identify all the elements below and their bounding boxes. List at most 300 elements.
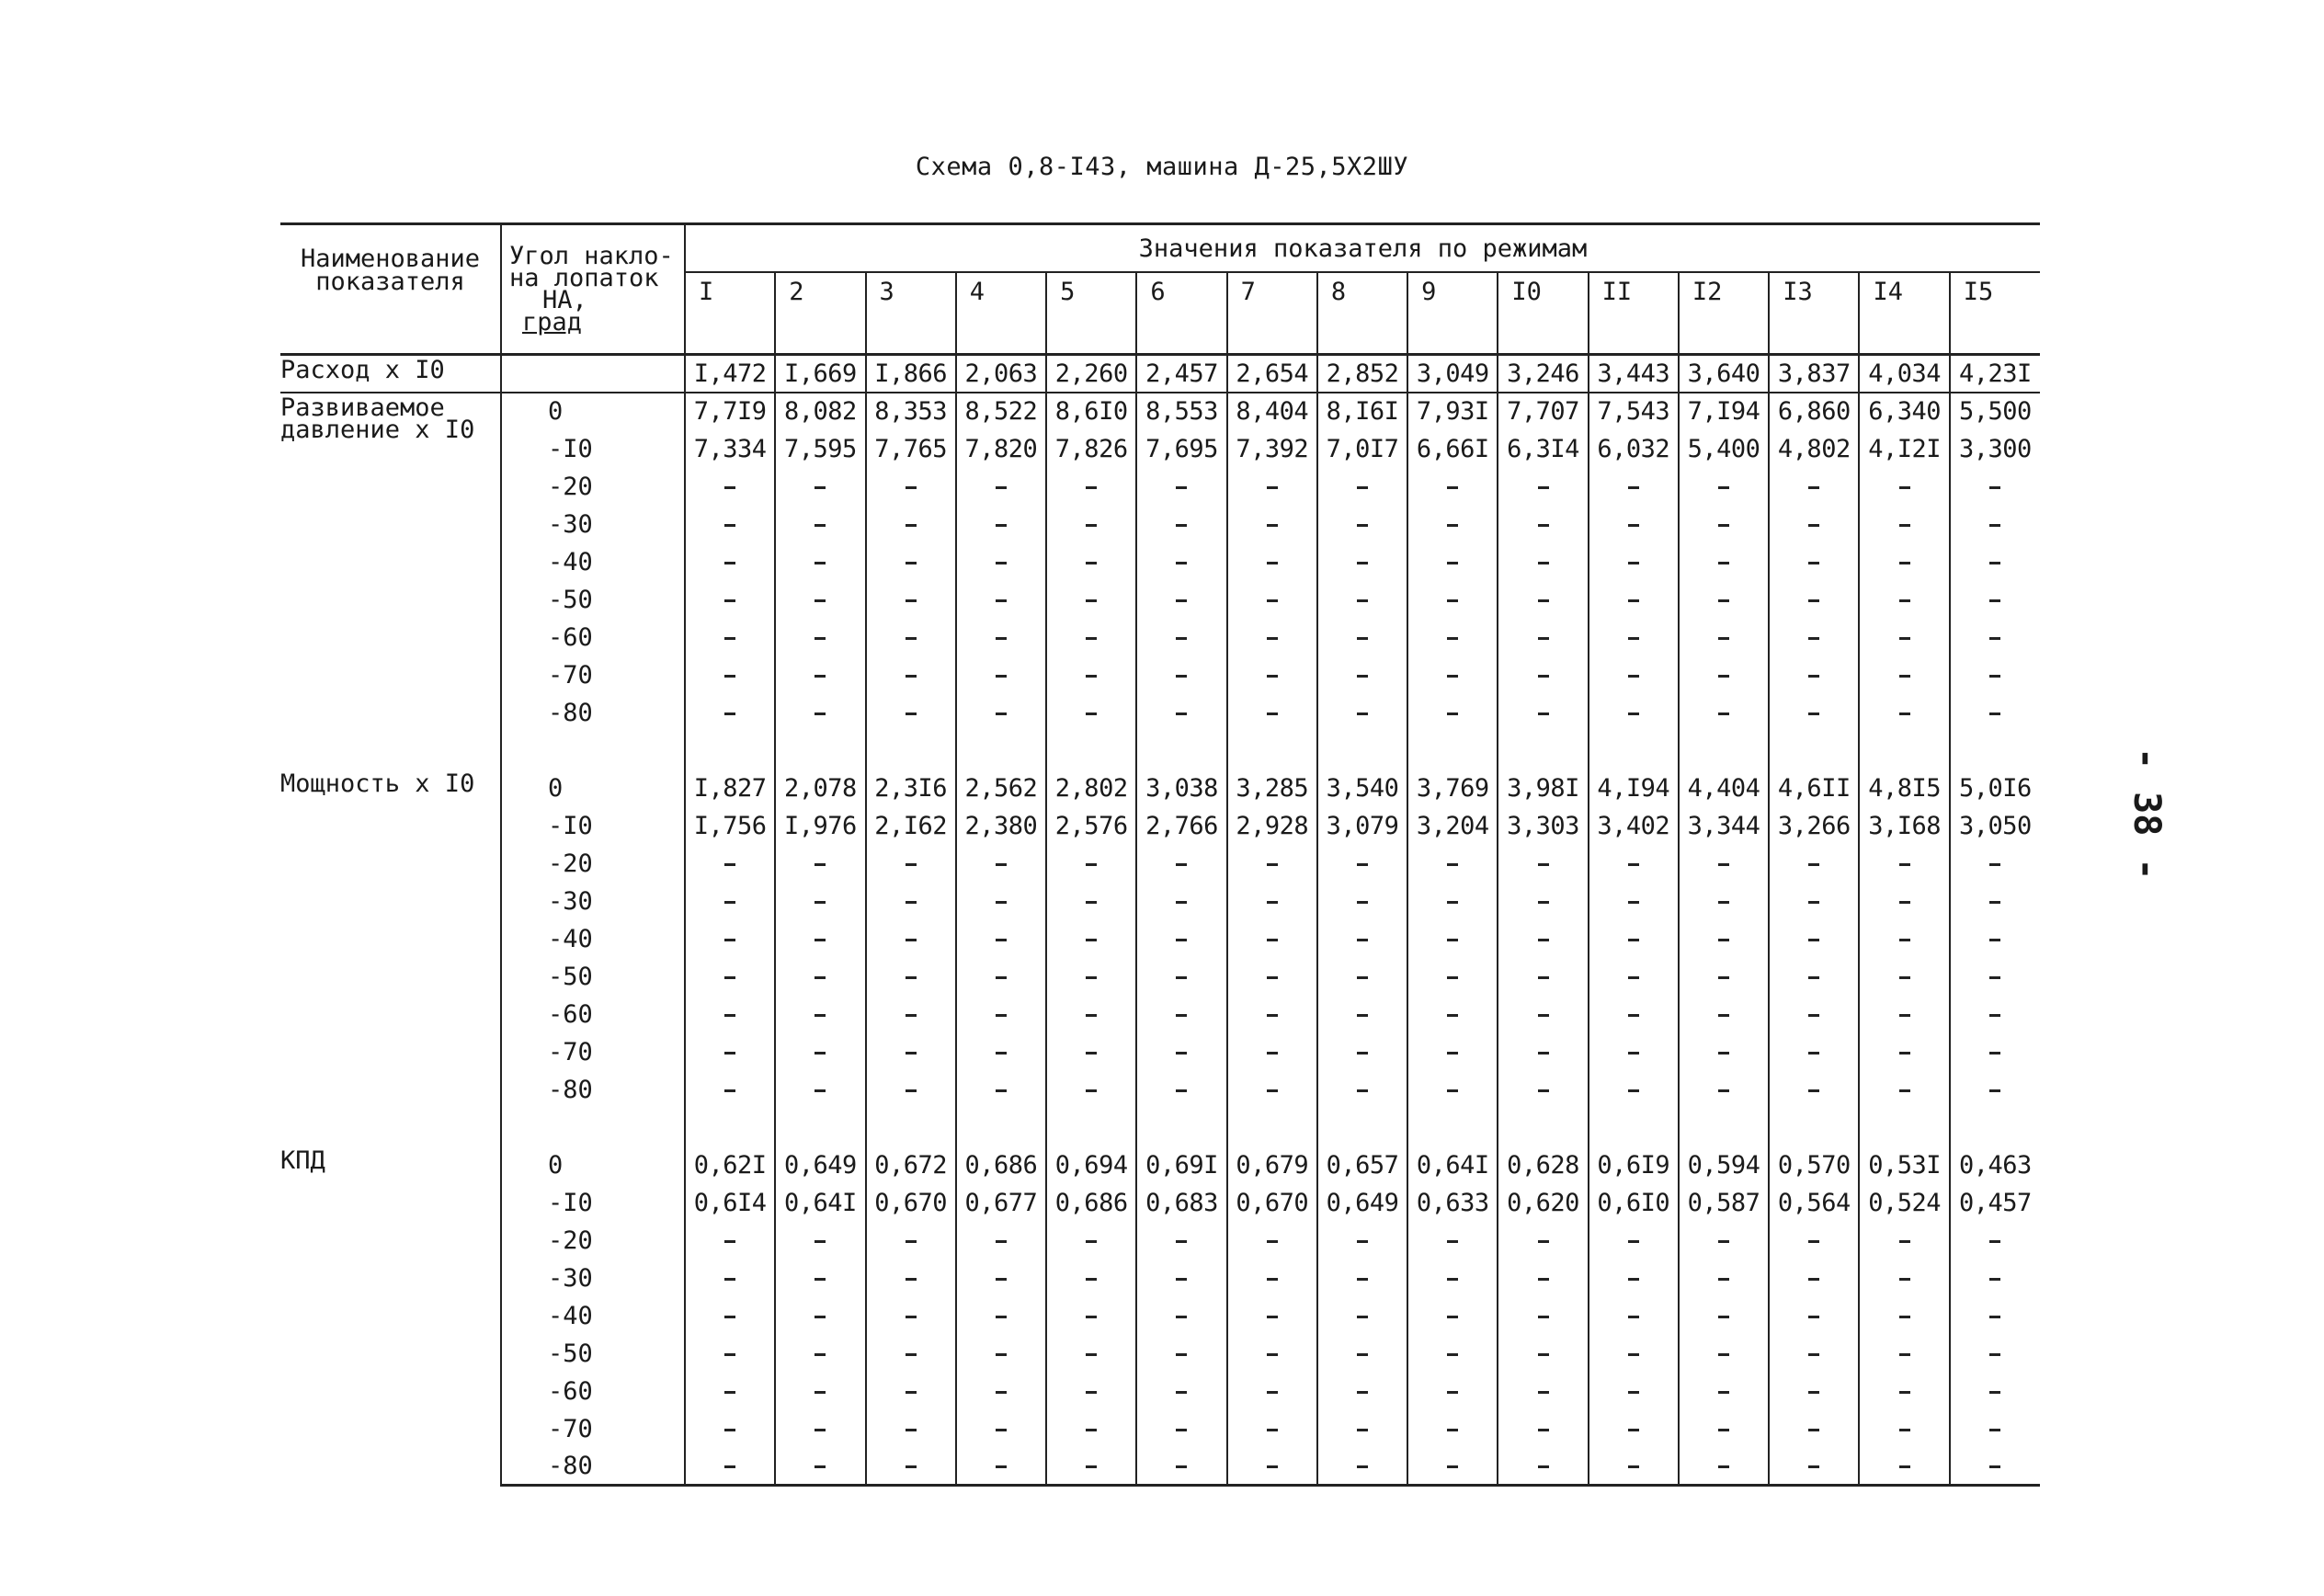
angle-cell: 0: [501, 1146, 685, 1184]
table-row: [280, 958, 2040, 996]
table-row: [280, 656, 2040, 694]
empty-cell: [1227, 845, 1317, 883]
dash-mark: [1989, 1429, 2000, 1431]
dash-mark: [1357, 1391, 1368, 1394]
empty-cell: [1589, 1335, 1679, 1373]
dash-mark: [1357, 675, 1368, 678]
empty-cell: [775, 1410, 865, 1448]
dash-mark: [1628, 524, 1639, 527]
dash-mark: [1989, 599, 2000, 602]
value-cell: 0,649: [775, 1146, 865, 1184]
dash-mark: [1357, 939, 1368, 941]
dash-mark: [906, 1278, 917, 1281]
angle-cell: -60: [501, 996, 685, 1033]
value-cell: 0,62I: [685, 1146, 775, 1184]
value-cell: 4,802: [1769, 430, 1859, 468]
value-cell: 4,6II: [1769, 770, 1859, 807]
empty-cell: [1136, 1033, 1226, 1071]
empty-cell: [1950, 581, 2040, 619]
empty-cell: [1498, 1448, 1588, 1486]
empty-cell: [1317, 1071, 1407, 1109]
dash-mark: [1447, 1429, 1458, 1431]
spacer-cell: [956, 1109, 1046, 1146]
spacer-cell: [1227, 1109, 1317, 1146]
dash-mark: [815, 1052, 826, 1054]
empty-cell: [775, 694, 865, 732]
empty-cell: [1317, 656, 1407, 694]
angle-cell: -20: [501, 1222, 685, 1260]
dash-mark: [1267, 901, 1278, 904]
dash-mark: [1447, 486, 1458, 489]
dash-mark: [1086, 1052, 1097, 1054]
empty-cell: [1769, 656, 1859, 694]
value-cell: 0,564: [1769, 1184, 1859, 1222]
dash-mark: [815, 1429, 826, 1431]
empty-cell: [1769, 506, 1859, 543]
empty-cell: [1407, 506, 1498, 543]
value-cell: 4,I2I: [1859, 430, 1949, 468]
value-cell: 2,562: [956, 770, 1046, 807]
spacer-cell: [501, 1109, 685, 1146]
value-cell: 7,826: [1046, 430, 1136, 468]
angle-cell: -50: [501, 1335, 685, 1373]
empty-cell: [1769, 1222, 1859, 1260]
empty-cell: [1859, 1373, 1949, 1410]
dash-mark: [724, 675, 735, 678]
angle-cell: [501, 355, 685, 393]
empty-cell: [956, 1410, 1046, 1448]
dash-mark: [1718, 524, 1729, 527]
empty-cell: [1859, 1410, 1949, 1448]
empty-cell: [1136, 1297, 1226, 1335]
dash-mark: [1357, 1353, 1368, 1356]
dash-mark: [815, 1240, 826, 1243]
dash-mark: [724, 1353, 735, 1356]
table-row: [280, 430, 2040, 468]
dash-mark: [1176, 939, 1187, 941]
empty-cell: [1859, 581, 1949, 619]
dash-mark: [1176, 1278, 1187, 1281]
dash-mark: [1267, 939, 1278, 941]
dash-mark: [1176, 599, 1187, 602]
table-row: [280, 694, 2040, 732]
dash-mark: [1718, 712, 1729, 715]
dash-mark: [1357, 1240, 1368, 1243]
dash-mark: [1899, 901, 1910, 904]
empty-cell: [1407, 468, 1498, 506]
dash-mark: [1538, 1465, 1549, 1468]
dash-mark: [1086, 1429, 1097, 1431]
empty-cell: [1679, 920, 1769, 958]
dash-mark: [724, 1465, 735, 1468]
empty-cell: [1227, 958, 1317, 996]
empty-cell: [1046, 1448, 1136, 1486]
empty-cell: [1407, 1448, 1498, 1486]
dash-mark: [1357, 712, 1368, 715]
dash-mark: [1267, 1316, 1278, 1318]
empty-cell: [685, 1071, 775, 1109]
empty-cell: [1589, 1033, 1679, 1071]
table-row: [280, 807, 2040, 845]
empty-cell: [1407, 1373, 1498, 1410]
dash-mark: [1899, 1316, 1910, 1318]
dash-mark: [1176, 976, 1187, 979]
empty-cell: [1227, 1373, 1317, 1410]
table-row: [280, 1071, 2040, 1109]
empty-cell: [1227, 1222, 1317, 1260]
dash-mark: [996, 637, 1007, 640]
dash-mark: [815, 1089, 826, 1092]
dash-mark: [1086, 524, 1097, 527]
dash-mark: [906, 1052, 917, 1054]
spacer-cell: [280, 1109, 501, 1146]
dash-mark: [1808, 562, 1819, 564]
angle-cell: -40: [501, 1297, 685, 1335]
dash-mark: [1538, 562, 1549, 564]
angle-cell: -30: [501, 883, 685, 920]
empty-cell: [1950, 1033, 2040, 1071]
dash-mark: [1357, 1316, 1368, 1318]
table-body: [280, 355, 2040, 1486]
empty-cell: [866, 958, 956, 996]
dash-mark: [1899, 1089, 1910, 1092]
value-cell: 2,457: [1136, 355, 1226, 393]
dash-mark: [1538, 1391, 1549, 1394]
value-cell: 0,6I0: [1589, 1184, 1679, 1222]
dash-mark: [1718, 562, 1729, 564]
empty-cell: [1679, 468, 1769, 506]
empty-cell: [685, 581, 775, 619]
dash-mark: [1357, 486, 1368, 489]
dash-mark: [1447, 939, 1458, 941]
dash-mark: [1989, 486, 2000, 489]
empty-cell: [1407, 1071, 1498, 1109]
value-cell: 0,677: [956, 1184, 1046, 1222]
value-cell: 4,I94: [1589, 770, 1679, 807]
empty-cell: [1589, 920, 1679, 958]
empty-cell: [1950, 656, 2040, 694]
value-cell: 3,246: [1498, 355, 1588, 393]
empty-cell: [1317, 1222, 1407, 1260]
dash-mark: [1718, 1391, 1729, 1394]
empty-cell: [1046, 845, 1136, 883]
empty-cell: [956, 468, 1046, 506]
dash-mark: [1447, 1240, 1458, 1243]
row-label: КПД: [280, 1146, 325, 1175]
angle-cell: -I0: [501, 1184, 685, 1222]
dash-mark: [1628, 1240, 1639, 1243]
value-cell: 3,303: [1498, 807, 1588, 845]
dash-mark: [1357, 1429, 1368, 1431]
empty-cell: [866, 1033, 956, 1071]
empty-cell: [1136, 1260, 1226, 1297]
empty-cell: [1407, 694, 1498, 732]
dash-mark: [1718, 675, 1729, 678]
empty-cell: [1136, 468, 1226, 506]
empty-cell: [1950, 883, 2040, 920]
dash-mark: [724, 1429, 735, 1431]
dash-mark: [724, 863, 735, 866]
dash-mark: [1628, 1278, 1639, 1281]
value-cell: 0,463: [1950, 1146, 2040, 1184]
dash-mark: [1808, 1278, 1819, 1281]
dash-mark: [1538, 1316, 1549, 1318]
dash-mark: [1357, 901, 1368, 904]
dash-mark: [1899, 1278, 1910, 1281]
dash-mark: [1538, 637, 1549, 640]
dash-mark: [1086, 562, 1097, 564]
empty-cell: [1950, 1373, 2040, 1410]
empty-cell: [1679, 958, 1769, 996]
dash-mark: [1176, 1391, 1187, 1394]
mode-header: I: [685, 272, 775, 355]
value-cell: 0,628: [1498, 1146, 1588, 1184]
empty-cell: [1227, 619, 1317, 656]
empty-cell: [956, 996, 1046, 1033]
empty-cell: [1589, 468, 1679, 506]
dash-mark: [724, 939, 735, 941]
dash-mark: [724, 486, 735, 489]
empty-cell: [1679, 1033, 1769, 1071]
dash-mark: [724, 1240, 735, 1243]
dash-mark: [1267, 1089, 1278, 1092]
dash-mark: [1086, 1391, 1097, 1394]
value-cell: 0,6I9: [1589, 1146, 1679, 1184]
empty-cell: [685, 694, 775, 732]
empty-cell: [1589, 581, 1679, 619]
spacer-cell: [501, 732, 685, 770]
empty-cell: [1407, 1033, 1498, 1071]
dash-mark: [724, 1316, 735, 1318]
empty-cell: [1859, 543, 1949, 581]
dash-mark: [1808, 1240, 1819, 1243]
value-cell: 0,633: [1407, 1184, 1498, 1222]
empty-cell: [775, 468, 865, 506]
dash-mark: [1086, 599, 1097, 602]
empty-cell: [685, 920, 775, 958]
value-cell: 8,I6I: [1317, 393, 1407, 430]
empty-cell: [775, 1297, 865, 1335]
empty-cell: [775, 619, 865, 656]
value-cell: 0,570: [1769, 1146, 1859, 1184]
empty-cell: [1769, 1033, 1859, 1071]
value-cell: 6,032: [1589, 430, 1679, 468]
dash-mark: [1628, 675, 1639, 678]
dash-mark: [1989, 712, 2000, 715]
value-cell: 3,079: [1317, 807, 1407, 845]
dash-mark: [724, 1391, 735, 1394]
dash-mark: [1357, 863, 1368, 866]
dash-mark: [1628, 637, 1639, 640]
empty-cell: [1498, 1222, 1588, 1260]
dash-mark: [815, 712, 826, 715]
dash-mark: [996, 562, 1007, 564]
dash-mark: [1176, 524, 1187, 527]
empty-cell: [1317, 1033, 1407, 1071]
dash-mark: [1989, 562, 2000, 564]
empty-cell: [1136, 958, 1226, 996]
dash-mark: [724, 976, 735, 979]
spacer-cell: [775, 732, 865, 770]
dash-mark: [1808, 1089, 1819, 1092]
empty-cell: [1227, 694, 1317, 732]
value-cell: I,976: [775, 807, 865, 845]
dash-mark: [1718, 863, 1729, 866]
empty-cell: [1227, 1335, 1317, 1373]
empty-cell: [775, 1222, 865, 1260]
value-cell: 2,260: [1046, 355, 1136, 393]
value-cell: 0,524: [1859, 1184, 1949, 1222]
empty-cell: [1136, 1222, 1226, 1260]
dash-mark: [996, 1316, 1007, 1318]
empty-cell: [685, 543, 775, 581]
value-cell: 3,540: [1317, 770, 1407, 807]
empty-cell: [1407, 996, 1498, 1033]
empty-cell: [1679, 694, 1769, 732]
value-cell: 7,595: [775, 430, 865, 468]
empty-cell: [685, 1335, 775, 1373]
dash-mark: [996, 939, 1007, 941]
spacer-cell: [775, 1109, 865, 1146]
empty-cell: [685, 1410, 775, 1448]
empty-cell: [1227, 1448, 1317, 1486]
empty-cell: [1679, 1297, 1769, 1335]
dash-mark: [724, 599, 735, 602]
dash-mark: [1628, 1429, 1639, 1431]
dash-mark: [1267, 712, 1278, 715]
dash-mark: [1989, 1052, 2000, 1054]
empty-cell: [775, 883, 865, 920]
dash-mark: [1086, 637, 1097, 640]
value-cell: 6,3I4: [1498, 430, 1588, 468]
empty-cell: [1227, 1410, 1317, 1448]
dash-mark: [815, 1391, 826, 1394]
group-spacer: [280, 732, 2040, 770]
empty-cell: [775, 1335, 865, 1373]
empty-cell: [956, 619, 1046, 656]
empty-cell: [1589, 1373, 1679, 1410]
table-row: [280, 581, 2040, 619]
value-cell: 0,64I: [775, 1184, 865, 1222]
empty-cell: [685, 1297, 775, 1335]
value-cell: I,866: [866, 355, 956, 393]
row-label-line: давление х I0: [280, 415, 475, 444]
spacer-cell: [1589, 1109, 1679, 1146]
table-row: [280, 1146, 2040, 1184]
dash-mark: [1447, 1052, 1458, 1054]
empty-cell: [1407, 619, 1498, 656]
empty-cell: [685, 468, 775, 506]
empty-cell: [775, 1033, 865, 1071]
empty-cell: [1859, 1448, 1949, 1486]
empty-cell: [1046, 1071, 1136, 1109]
header-mode-values: Значения показателя по режимам: [685, 224, 2040, 273]
dash-mark: [1447, 976, 1458, 979]
empty-cell: [1679, 1222, 1769, 1260]
value-cell: 2,063: [956, 355, 1046, 393]
value-cell: 3,443: [1589, 355, 1679, 393]
dash-mark: [1447, 675, 1458, 678]
table-row: [280, 1184, 2040, 1222]
empty-cell: [1859, 506, 1949, 543]
dash-mark: [1086, 712, 1097, 715]
value-cell: 6,860: [1769, 393, 1859, 430]
value-cell: 8,404: [1227, 393, 1317, 430]
empty-cell: [1227, 1260, 1317, 1297]
dash-mark: [1628, 1089, 1639, 1092]
dash-mark: [1357, 599, 1368, 602]
empty-cell: [1407, 656, 1498, 694]
empty-cell: [1589, 996, 1679, 1033]
dash-mark: [1628, 562, 1639, 564]
dash-mark: [1357, 1052, 1368, 1054]
empty-cell: [1407, 1297, 1498, 1335]
dash-mark: [1899, 863, 1910, 866]
empty-cell: [1950, 1222, 2040, 1260]
mode-header: 9: [1407, 272, 1498, 355]
value-cell: 8,553: [1136, 393, 1226, 430]
dash-mark: [1267, 637, 1278, 640]
value-cell: 8,522: [956, 393, 1046, 430]
value-cell: 2,576: [1046, 807, 1136, 845]
empty-cell: [1769, 1410, 1859, 1448]
value-cell: 8,082: [775, 393, 865, 430]
value-cell: 0,457: [1950, 1184, 2040, 1222]
value-cell: 2,802: [1046, 770, 1136, 807]
header-angle-line-1: Угол накло-: [509, 242, 674, 270]
value-cell: 7,707: [1498, 393, 1588, 430]
dash-mark: [1899, 1391, 1910, 1394]
dash-mark: [1538, 1353, 1549, 1356]
dash-mark: [1447, 1391, 1458, 1394]
header-indicator-name: Наименование показателя: [280, 224, 501, 355]
empty-cell: [1679, 656, 1769, 694]
empty-cell: [1317, 845, 1407, 883]
table-row: [280, 393, 2040, 430]
mode-header: 3: [866, 272, 956, 355]
mode-header: I4: [1859, 272, 1949, 355]
dash-mark: [1538, 1429, 1549, 1431]
empty-cell: [1498, 1335, 1588, 1373]
value-cell: 5,400: [1679, 430, 1769, 468]
row-label: [280, 393, 501, 732]
empty-cell: [956, 694, 1046, 732]
empty-cell: [1859, 468, 1949, 506]
empty-cell: [1317, 883, 1407, 920]
empty-cell: [1317, 619, 1407, 656]
empty-cell: [866, 656, 956, 694]
spacer-cell: [1317, 1109, 1407, 1146]
angle-cell: 0: [501, 393, 685, 430]
value-cell: 7,7I9: [685, 393, 775, 430]
dash-mark: [1628, 1465, 1639, 1468]
dash-mark: [815, 939, 826, 941]
empty-cell: [1046, 506, 1136, 543]
mode-header: I2: [1679, 272, 1769, 355]
dash-mark: [1808, 1353, 1819, 1356]
table-row: [280, 1033, 2040, 1071]
dash-mark: [1538, 712, 1549, 715]
dash-mark: [724, 1089, 735, 1092]
value-cell: 0,686: [956, 1146, 1046, 1184]
dash-mark: [996, 599, 1007, 602]
dash-mark: [815, 675, 826, 678]
empty-cell: [1498, 996, 1588, 1033]
empty-cell: [775, 996, 865, 1033]
angle-cell: -20: [501, 468, 685, 506]
empty-cell: [775, 656, 865, 694]
dash-mark: [1176, 901, 1187, 904]
